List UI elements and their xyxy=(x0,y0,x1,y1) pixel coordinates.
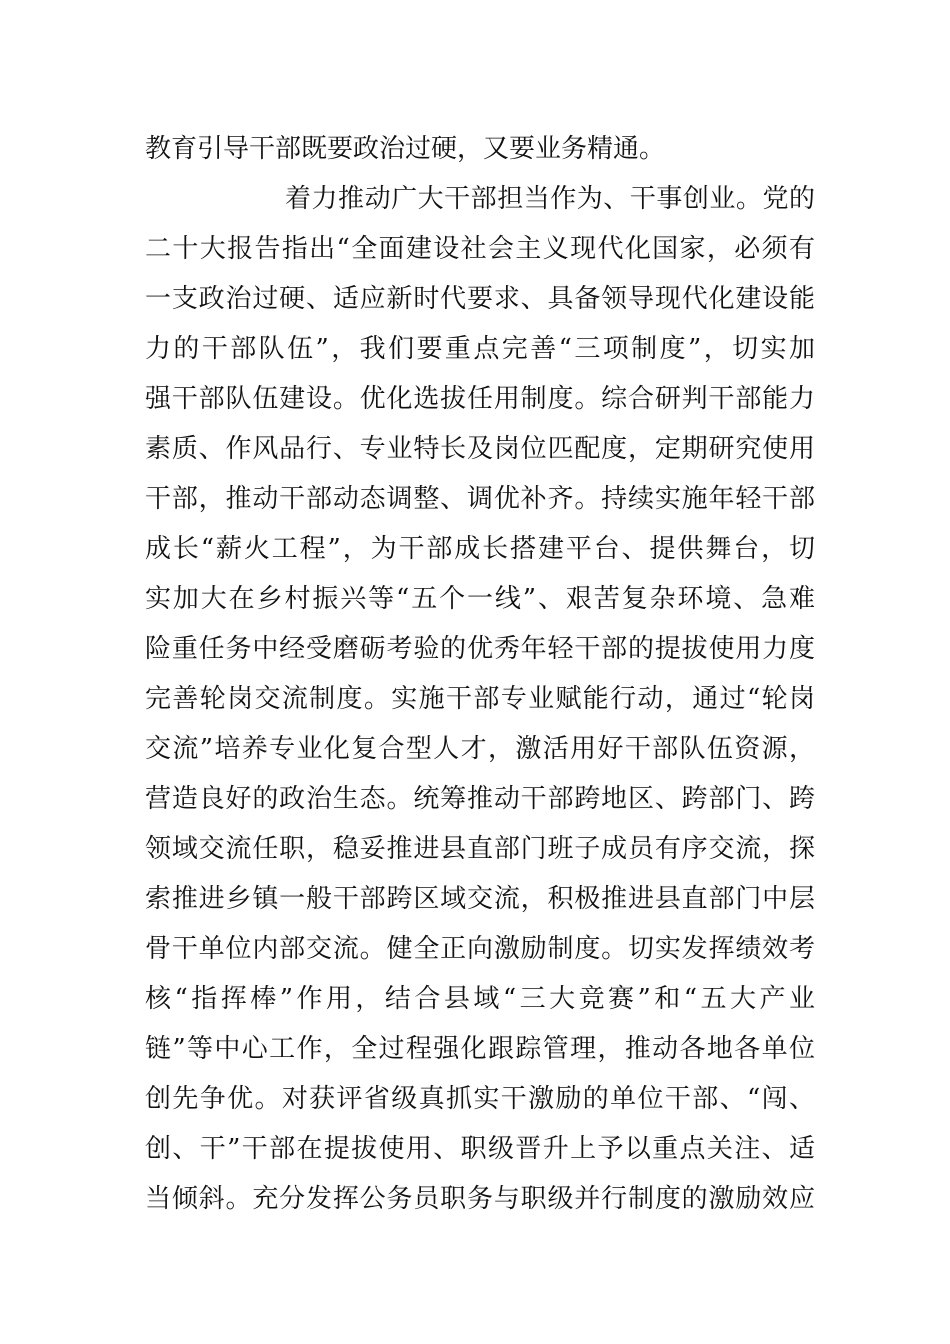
paragraph-line: 成长“薪火工程”，为干部成长搭建平台、提供舞台，切 xyxy=(145,534,815,564)
paragraph-line: 交流”培养专业化复合型人才，激活用好干部队伍资源， xyxy=(145,734,815,764)
paragraph-line: 营造良好的政治生态。统筹推动干部跨地区、跨部门、跨 xyxy=(145,784,815,814)
paragraph-line: 领域交流任职，稳妥推进县直部门班子成员有序交流，探 xyxy=(145,834,815,864)
paragraph-line: 核“指挥棒”作用，结合县域“三大竞赛”和“五大产业 xyxy=(145,984,815,1014)
paragraph-line: 链”等中心工作，全过程强化跟踪管理，推动各地各单位 xyxy=(145,1034,815,1064)
paragraph-line: 力的干部队伍”，我们要重点完善“三项制度”，切实加 xyxy=(145,334,815,364)
paragraph-line: 二十大报告指出“全面建设社会主义现代化国家，必须有 xyxy=(145,234,815,264)
paragraph-line: 险重任务中经受磨砺考验的优秀年轻干部的提拔使用力度 xyxy=(145,634,815,664)
paragraph-line: 干部，推动干部动态调整、调优补齐。持续实施年轻干部 xyxy=(145,484,815,514)
paragraph-line: 完善轮岗交流制度。实施干部专业赋能行动，通过“轮岗 xyxy=(145,684,815,714)
paragraph-line: 创先争优。对获评省级真抓实干激励的单位干部、“闯、 xyxy=(145,1084,815,1114)
paragraph-line: 索推进乡镇一般干部跨区域交流，积极推进县直部门中层 xyxy=(145,884,815,914)
paragraph-line: 着力推动广大干部担当作为、干事创业。党的 xyxy=(285,184,815,214)
paragraph-line: 一支政治过硬、适应新时代要求、具备领导现代化建设能 xyxy=(145,284,815,314)
paragraph-line: 素质、作风品行、专业特长及岗位匹配度，定期研究使用 xyxy=(145,434,815,464)
paragraph-line: 实加大在乡村振兴等“五个一线”、艰苦复杂环境、急难 xyxy=(145,584,815,614)
paragraph-line: 当倾斜。充分发挥公务员职务与职级并行制度的激励效应 xyxy=(145,1184,815,1214)
paragraph-line: 教育引导干部既要政治过硬，又要业务精通。 xyxy=(145,134,666,164)
paragraph-line: 创、干”干部在提拔使用、职级晋升上予以重点关注、适 xyxy=(145,1134,815,1164)
paragraph-line: 骨干单位内部交流。健全正向激励制度。切实发挥绩效考 xyxy=(145,934,815,964)
paragraph-line: 强干部队伍建设。优化选拔任用制度。综合研判干部能力 xyxy=(145,384,815,414)
